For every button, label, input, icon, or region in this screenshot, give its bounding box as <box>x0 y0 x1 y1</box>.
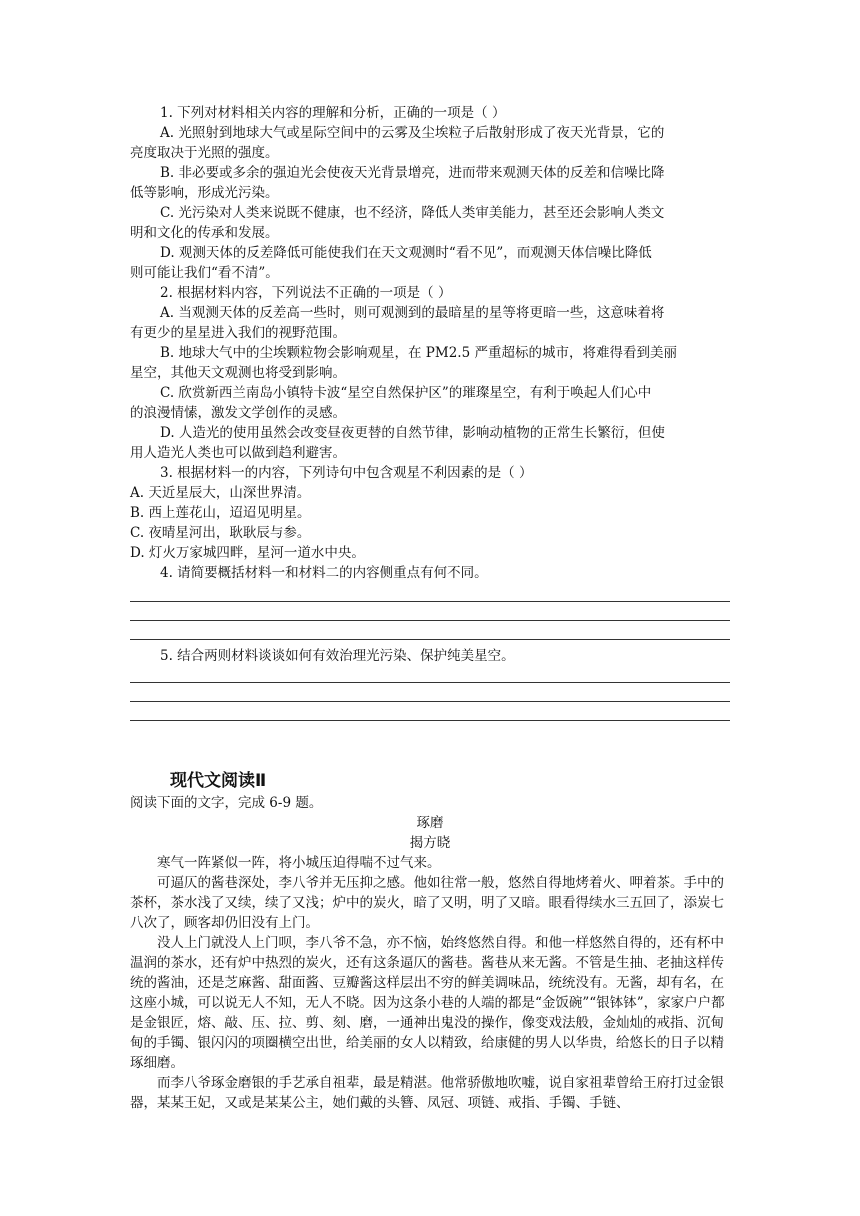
option-a: A. 光照射到地球大气或星际空间中的云雾及尘埃粒子后散射形成了夜天光背景，它的 <box>160 125 665 141</box>
question-2 <box>130 283 730 463</box>
question-stem: 5. 结合两则材料谈谈如何有效治理光污染、保护纯美星空。 <box>160 648 515 664</box>
option-a-cont: 有更少的星星进入我们的视野范围。 <box>130 325 346 341</box>
option-b-cont: 星空，其他天文观测也将受到影响。 <box>130 365 346 381</box>
question-3 <box>130 463 730 563</box>
question-5 <box>130 646 730 721</box>
option-b: B. 非必要或多余的强迫光会使夜天光背景增亮，进而带来观测天体的反差和信噪比降 <box>160 165 665 181</box>
story-paragraph: 可逼仄的酱巷深处，李八爷并无压抑之感。他如往常一般，悠然自得地烤着火、呷着茶。手中的茶杯，茶水浅了又续，续了又浅；炉中的炭火，暗了又明，明了又暗。眼看得续水三五回了，添炭七八次了，顾客却仍旧没有上门。 <box>130 875 724 931</box>
story-author: 揭方晓 <box>409 835 451 851</box>
option-d: D. 观测天体的反差降低可能使我们在天文观测时“看不见”，而观测天体信噪比降低 <box>160 245 652 261</box>
story-paragraph: 寒气一阵紧似一阵，将小城压迫得喘不过气来。 <box>157 855 441 871</box>
question-stem: 3. 根据材料一的内容，下列诗句中包含观星不利因素的是（ ） <box>160 465 533 481</box>
option-a: A. 天近星辰大，山深世界清。 <box>130 485 311 501</box>
option-a-cont: 亮度取决于光照的强度。 <box>130 145 279 161</box>
option-a: A. 当观测天体的反差高一些时，则可观测到的最暗星的星等将更暗一些，这意味着将 <box>160 305 665 321</box>
option-d-cont: 用人造光人类也可以做到趋利避害。 <box>130 445 346 461</box>
answer-line <box>130 720 730 721</box>
option-b-cont: 低等影响，形成光污染。 <box>130 185 279 201</box>
option-b: B. 西上莲花山，迢迢见明星。 <box>130 505 311 521</box>
option-d: D. 灯火万家城四畔，星河一道水中央。 <box>130 545 365 561</box>
section-heading: 现代文阅读Ⅱ <box>170 771 267 791</box>
option-c-cont: 明和文化的传承和发展。 <box>130 225 279 241</box>
option-d-cont: 则可能让我们“看不清”。 <box>130 265 279 281</box>
section-instruction: 阅读下面的文字，完成 6-9 题。 <box>130 795 323 811</box>
story-paragraph: 而李八爷琢金磨银的手艺承自祖辈，最是精湛。他常骄傲地吹嘘，说自家祖辈曾给王府打过金银器，某某王妃，又或是某某公主，她们戴的头簪、凤冠、项链、戒指、手镯、手链、 <box>130 1075 724 1111</box>
question-stem: 1. 下列对材料相关内容的理解和分析，正确的一项是（ ） <box>160 105 506 121</box>
page-content <box>130 103 730 1113</box>
question-1 <box>130 103 730 283</box>
story-title: 琢磨 <box>416 815 444 831</box>
option-c: C. 光污染对人类来说既不健康，也不经济，降低人类审美能力，甚至还会影响人类文 <box>160 205 665 221</box>
question-stem: 2. 根据材料内容，下列说法不正确的一项是（ ） <box>160 285 452 301</box>
question-4 <box>130 563 730 640</box>
story-paragraph: 没人上门就没人上门呗，李八爷不急，亦不恼，始终悠然自得。和他一样悠然自得的，还有杯中温润的茶水，还有炉中热烈的炭火，还有这条逼仄的酱巷。酱巷从来无酱。不管是生抽、老抽这样传统的酱油，还是芝麻酱、甜面酱、豆瓣酱这样层出不穷的鲜美调味品，统统没有。无酱，却有名，在这座小城，可以说无人不知，无人不晓。因为这条小巷的人端的都是“金饭碗”“银钵钵”，家家户户都是金银匠，熔、敲、压、拉、剪、刻、磨，一通神出鬼没的操作，像变戏法般，金灿灿的戒指、沉甸甸的手镯、银闪闪的项圈横空出世，给美丽的女人以精致，给康健的男人以华贵，给悠长的日子以精琢细磨。 <box>130 935 725 1071</box>
answer-line <box>130 639 730 640</box>
option-c: C. 夜晴星河出，耿耿辰与参。 <box>130 525 311 541</box>
option-c: C. 欣赏新西兰南岛小镇特卡波“星空自然保护区”的璀璨星空，有利于唤起人们心中 <box>160 385 652 401</box>
option-c-cont: 的浪漫情愫，激发文学创作的灵感。 <box>130 405 346 421</box>
option-d: D. 人造光的使用虽然会改变昼夜更替的自然节律，影响动植物的正常生长繁衍，但使 <box>160 425 665 441</box>
question-stem: 4. 请简要概括材料一和材料二的内容侧重点有何不同。 <box>160 565 488 581</box>
option-b: B. 地球大气中的尘埃颗粒物会影响观星，在 PM2.5 严重超标的城市，将难得看到美丽 <box>160 345 677 361</box>
